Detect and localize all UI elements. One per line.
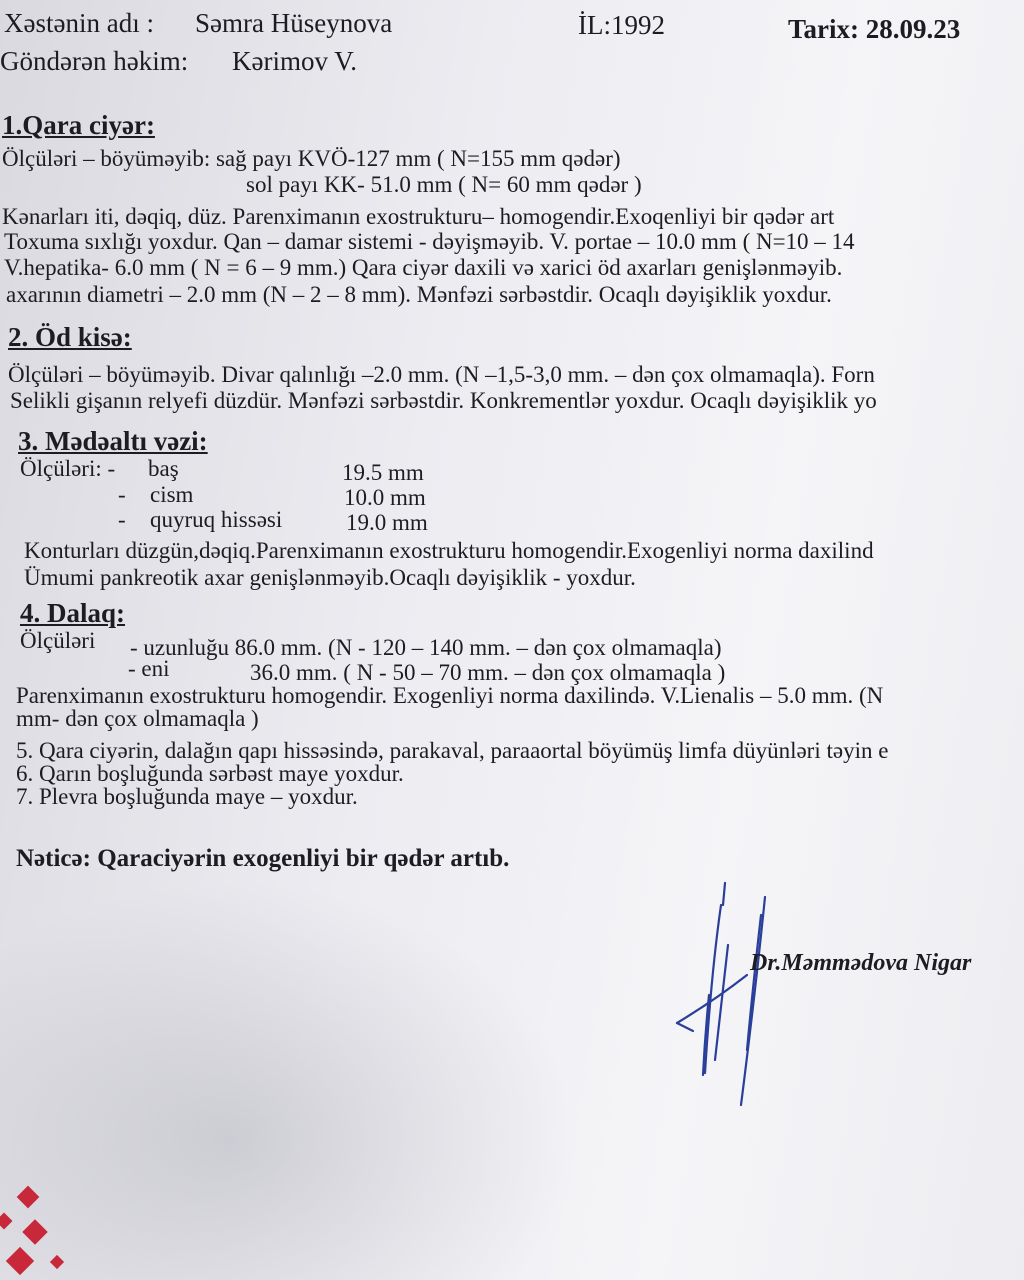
liver-line-5: V.hepatika- 6.0 mm ( N = 6 – 9 mm.) Qara ciyər daxili və xarici öd axarları genişlənməyib. — [4, 255, 843, 280]
section-title-spleen: 4. Dalaq: — [20, 598, 126, 628]
spleen-sizes-label: Ölçüləri — [20, 628, 96, 653]
pancreas-sizes-label: Ölçüləri: - — [20, 456, 116, 481]
clinic-logo-fragment — [0, 1185, 80, 1280]
doctor-signature-name: Dr.Məmmədova Nigar — [750, 950, 972, 976]
patient-name: Səmra Hüseynova — [195, 8, 393, 38]
item-6-abdominal-fluid: 6. Qarın boşluğunda sərbəst maye yoxdur. — [16, 761, 404, 786]
pancreas-tail-dash: - — [118, 507, 126, 532]
birth-year: İL:1992 — [578, 10, 665, 40]
pancreas-head-label: baş — [148, 456, 179, 481]
pancreas-body-label: cism — [150, 482, 194, 507]
pancreas-head-value: 19.5 mm — [342, 460, 424, 485]
pancreas-body-dash: - — [118, 482, 126, 507]
spleen-line-2: mm- dən çox olmamaqla ) — [16, 706, 259, 731]
section-title-pancreas: 3. Mədəaltı vəzi: — [18, 426, 208, 456]
pancreas-body-value: 10.0 mm — [344, 485, 426, 510]
liver-line-1: Ölçüləri – böyüməyib: sağ payı KVÖ-127 mm ( N=155 mm qədər) — [2, 146, 621, 171]
spleen-width: 36.0 mm. ( N - 50 – 70 mm. – dən çox olmamaqla ) — [250, 660, 726, 685]
pancreas-tail-value: 19.0 mm — [346, 510, 428, 535]
paper-shadow — [0, 880, 580, 1280]
item-7-pleural-fluid: 7. Plevra boşluğunda maye – yoxdur. — [16, 784, 358, 809]
section-title-liver: 1.Qara ciyər: — [2, 110, 155, 140]
liver-line-4: Toxuma sıxlığı yoxdur. Qan – damar sistemi - dəyişməyib. V. portae – 10.0 mm ( N=10 – 14 — [4, 229, 855, 254]
referring-doctor-name: Kərimov V. — [232, 46, 358, 76]
pancreas-tail-label: quyruq hissəsi — [150, 507, 283, 532]
spleen-line-1: Parenximanın exostrukturu homogendir. Exogenliyi norma daxilində. V.Lienalis – 5.0 mm. (N — [16, 683, 884, 708]
spleen-length: - uzunluğu 86.0 mm. (N - 120 – 140 mm. – dən çox olmamaqla) — [130, 635, 722, 660]
conclusion: Nəticə: Qaraciyərin exogenliyi bir qədər artıb. — [16, 845, 510, 872]
pancreas-line-2: Ümumi pankreotik axar genişlənməyib.Ocaqlı dəyişiklik - yoxdur. — [24, 565, 636, 590]
gallbladder-line-2: Selikli gişanın relyefi düzdür. Mənfəzi sərbəstdir. Konkrementlər yoxdur. Ocaqlı dəyişiklik yo — [10, 388, 877, 413]
spleen-width-label: - eni — [128, 656, 170, 681]
pancreas-line-1: Konturları düzgün,dəqiq.Parenximanın exostrukturu homogendir.Exogenliyi norma daxilind — [24, 538, 874, 563]
item-5-lymph-nodes: 5. Qara ciyərin, dalağın qapı hissəsində, parakaval, paraaortal böyümüş limfa düyünləri təyin e — [16, 738, 889, 763]
handwritten-signature — [665, 875, 795, 1115]
liver-line-3: Kənarları iti, dəqiq, düz. Parenximanın exostrukturu– homogendir.Exoqenliyi bir qədər art — [2, 204, 835, 229]
referring-doctor-label: Göndərən həkim: — [0, 46, 189, 76]
report-date: Tarix: 28.09.23 — [788, 14, 961, 44]
gallbladder-line-1: Ölçüləri – böyüməyib. Divar qalınlığı –2.0 mm. (N –1,5-3,0 mm. – dən çox olmamaqla). Forn — [8, 362, 875, 387]
patient-label: Xəstənin adı : — [4, 8, 154, 38]
liver-line-2: sol payı KK- 51.0 mm ( N= 60 mm qədər ) — [246, 172, 642, 197]
section-title-gallbladder: 2. Öd kisə: — [8, 322, 132, 352]
liver-line-6: axarının diametri – 2.0 mm (N – 2 – 8 mm). Mənfəzi sərbəstdir. Ocaqlı dəyişiklik yoxdur. — [6, 282, 832, 307]
